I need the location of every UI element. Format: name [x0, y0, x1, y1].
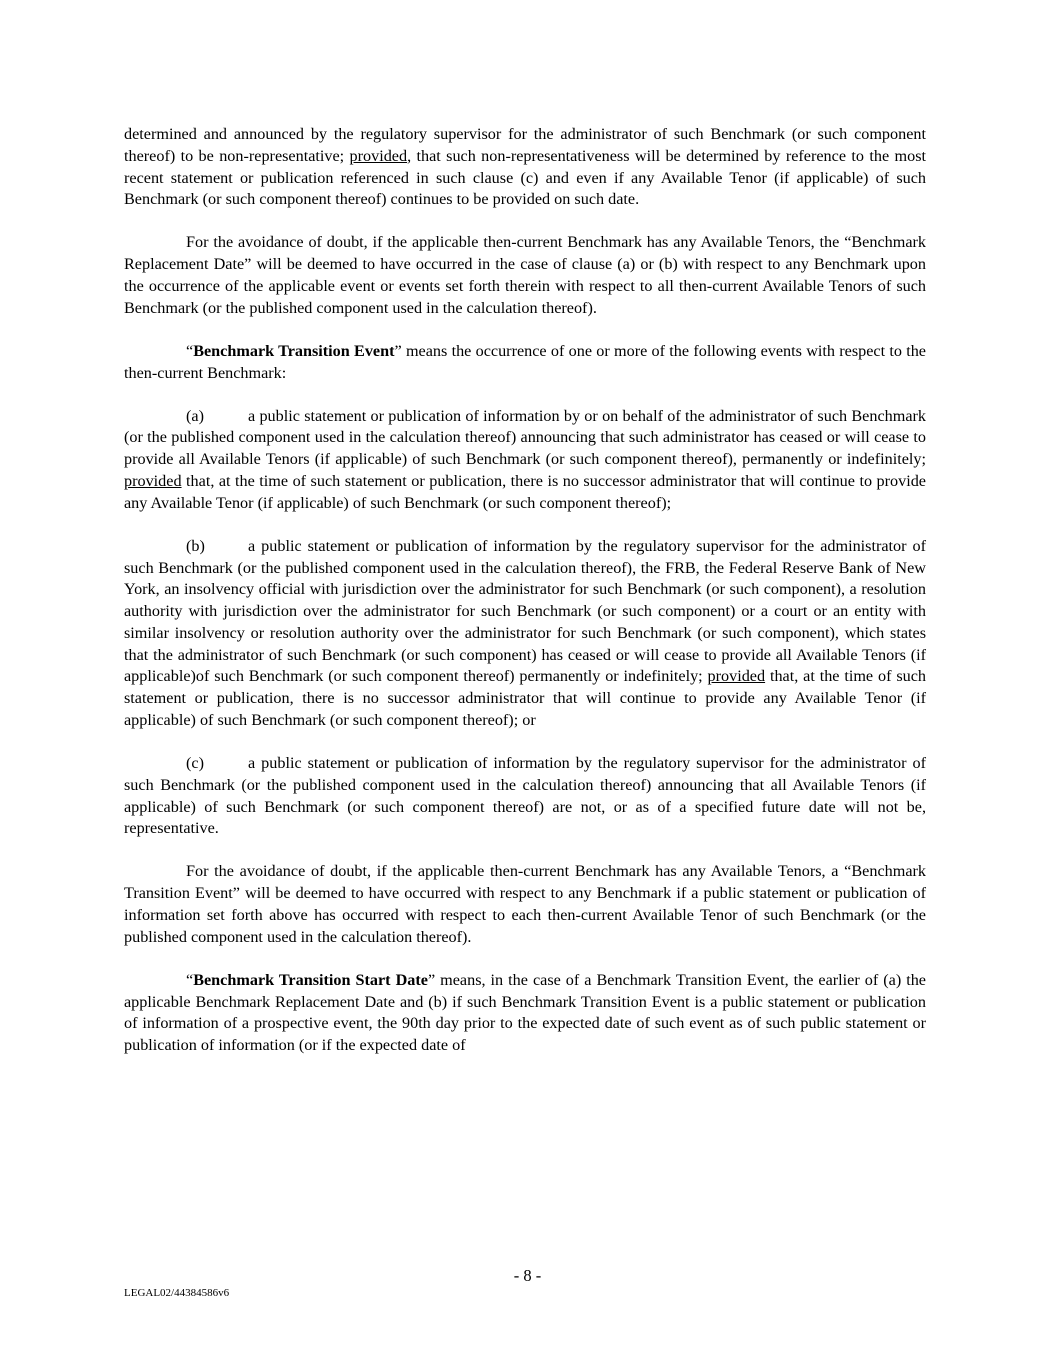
text: that, at the time of such statement or publication, there is no successor administrator that will continue to provide any Available Tenor (if applicable) of such Benchmark (or such component thereof); or	[124, 667, 926, 730]
underlined-term: provided	[707, 667, 766, 686]
clause-label: (c)	[186, 754, 204, 773]
paragraph-avoidance-replacement-date	[124, 232, 926, 319]
text: ” means, in the case of a Benchmark Transition Event, the earlier of (a) the applicable Benchmark Replacement Date and (b) if such Benchmark Transition Event is a public statement or publication of information of a prospective event, the 90th day prior to the expected date of such event as of such public statement or publication of information (or if the expected date of	[124, 970, 926, 1055]
text: a public statement or publication of information by the regulatory supervisor for the administrator of such Benchmark (or the published component used in the calculation thereof), the FRB, the Federal Reserve Bank of New York, an insolvency official with jurisdiction over the administrator for such Benchmark (or such component), a resolution authority with jurisdiction over the administrator for such Benchmark (or such component) or a court or an entity with similar insolvency or resolution authority over the administrator for such Benchmark (or such component), which states that the administrator of such Benchmark (or such component) has ceased or will cease to provide all Available Tenors (if applicable)of such Benchmark (or such component thereof) permanently or indefinitely;	[124, 536, 926, 686]
text: a public statement or publication of information by or on behalf of the administrator of such Benchmark (or the published component used in the calculation thereof) announcing that such administrator has ceased or will cease to provide all Available Tenors (if applicable) of such Benchmark (or such component thereof), permanently or indefinitely;	[124, 406, 926, 469]
clause-label: (a)	[186, 406, 204, 425]
text: a public statement or publication of information by the regulatory supervisor for the administrator of such Benchmark (or the published component used in the calculation thereof) announcing that all Available Tenors (if applicable) of such Benchmark (or such component thereof) are not, or as of a specified future date will not be, representative.	[124, 754, 926, 838]
text: For the avoidance of doubt, if the applicable then-current Benchmark has any Available Tenors, a “Benchmark Transition Event” will be deemed to have occurred with respect to any Benchmark if a public statement or publication of information set forth above has occurred with respect to each then-current Available Tenor of such Benchmark (or the published component used in the calculation thereof).	[124, 862, 926, 946]
clause-c	[124, 753, 926, 840]
underlined-term: provided	[124, 471, 182, 490]
text: ” means the occurrence of one or more of the following events with respect to the then-current Benchmark:	[124, 341, 926, 382]
definition-benchmark-transition-event	[124, 341, 926, 385]
document-body	[124, 124, 926, 1078]
clause-b	[124, 536, 926, 732]
open-quote: “	[186, 341, 194, 360]
paragraph-continuation	[124, 124, 926, 211]
definition-benchmark-transition-start-date	[124, 970, 926, 1057]
text: determined and announced by the regulatory supervisor for the administrator of such Benchmark (or such component thereof) to be non-representative;	[124, 125, 926, 165]
text: For the avoidance of doubt, if the applicable then-current Benchmark has any Available Tenors, the “Benchmark Replacement Date” will be deemed to have occurred in the case of clause (a) or (b) with respect to any Benchmark upon the occurrence of the applicable event or events set forth therein with respect to all then-current Available Tenors of such Benchmark (or the published component used in the calculation thereof).	[124, 233, 926, 317]
paragraph-avoidance-transition-event	[124, 861, 926, 948]
defined-term: Benchmark Transition Start Date	[193, 970, 428, 989]
text: , that such non-representativeness will be determined by reference to the most recent statement or publication referenced in such clause (c) and even if any Available Tenor (if applicable) of such Benchmark (or such component thereof) continues to be provided on such date.	[124, 146, 926, 209]
open-quote: “	[186, 970, 194, 989]
underlined-term: provided	[349, 146, 408, 165]
clause-label: (b)	[186, 536, 205, 555]
clause-a	[124, 406, 926, 515]
document-id: LEGAL02/44384586v6	[124, 1287, 230, 1299]
text: that, at the time of such statement or publication, there is no successor administrator that will continue to provide any Available Tenor (if applicable) of such Benchmark (or such component thereof);	[124, 471, 926, 512]
page-number: - 8 -	[513, 1266, 542, 1285]
defined-term: Benchmark Transition Event	[193, 341, 395, 360]
